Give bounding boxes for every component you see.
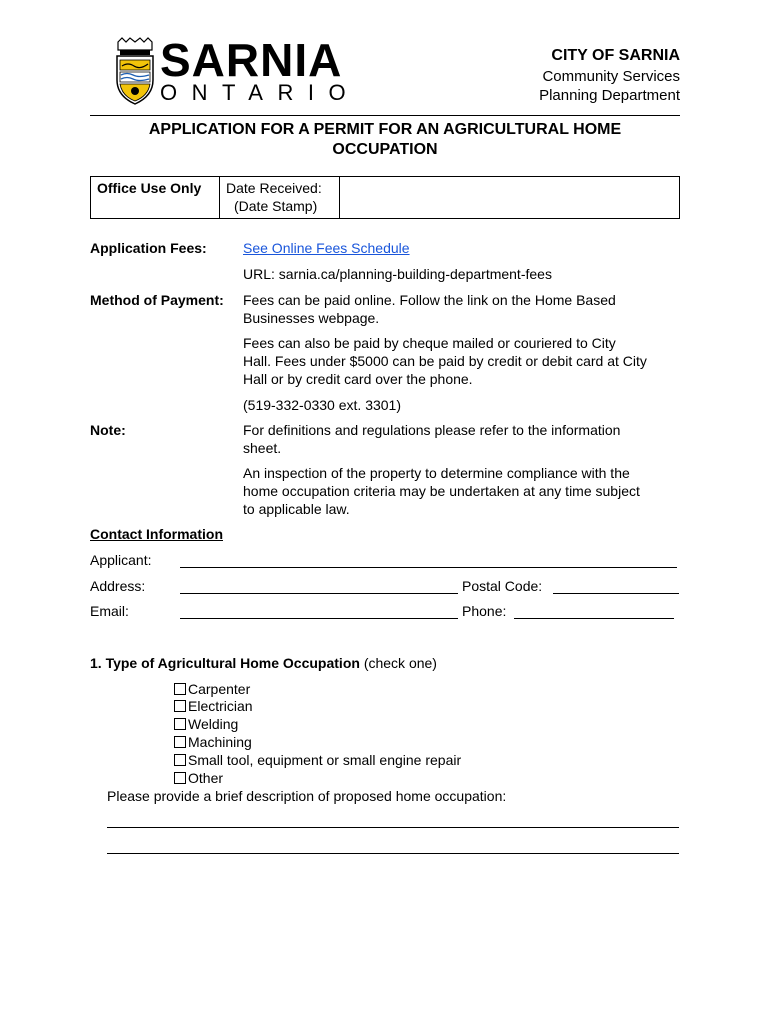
note-para-1 (243, 421, 683, 457)
sarnia-crest-logo (112, 36, 158, 106)
option-label: Carpenter (188, 681, 251, 697)
payment-para-1-line: Businesses webpage. (243, 310, 380, 326)
option-machining[interactable] (174, 733, 252, 751)
title-line-1: APPLICATION FOR A PERMIT FOR AN AGRICULTURAL HOME (148, 121, 622, 138)
address-label: Address: (90, 578, 146, 594)
postal-code-label: Postal Code: (462, 578, 543, 594)
note-para-2-line: An inspection of the property to determine compliance with the (243, 465, 630, 481)
note-para-1-line: sheet. (243, 440, 282, 456)
checkbox-icon[interactable] (174, 683, 186, 695)
checkbox-icon[interactable] (174, 700, 186, 712)
payment-para-2 (243, 334, 683, 388)
dept-line-1: Community Services (542, 68, 680, 85)
checkbox-icon[interactable] (174, 718, 186, 730)
payment-label: Method of Payment: (90, 292, 224, 308)
logo-subword: ONTARIO (160, 80, 361, 105)
date-stamp-box[interactable] (340, 177, 679, 218)
page-title (90, 120, 680, 160)
section-1-heading (90, 654, 437, 672)
checkbox-icon[interactable] (174, 772, 186, 784)
fees-url: URL: sarnia.ca/planning-building-department-fees (243, 266, 552, 282)
postal-code-field[interactable] (553, 593, 679, 594)
logo-wordmark: SARNIA (160, 34, 343, 86)
header-divider (90, 115, 680, 116)
option-label: Other (188, 770, 224, 786)
checkbox-icon[interactable] (174, 754, 186, 766)
office-use-cell: Office Use Only (91, 177, 220, 218)
checkbox-icon[interactable] (174, 736, 186, 748)
date-received-cell (220, 177, 340, 218)
fees-label: Application Fees: (90, 240, 207, 256)
note-para-1-line: For definitions and regulations please refer to the information (243, 422, 621, 438)
section-1-heading-rest: (check one) (359, 655, 437, 671)
option-electrician[interactable] (174, 697, 253, 715)
option-label: Machining (188, 734, 252, 750)
email-label: Email: (90, 603, 129, 619)
note-para-2-line: home occupation criteria may be undertaken at any time subject (243, 483, 640, 499)
org-name: CITY OF SARNIA (551, 47, 680, 64)
note-label: Note: (90, 422, 126, 438)
applicant-field[interactable] (180, 567, 677, 568)
option-carpenter[interactable] (174, 680, 250, 698)
dept-line-2: Planning Department (539, 87, 680, 104)
address-field[interactable] (180, 593, 458, 594)
contact-heading: Contact Information (90, 526, 223, 542)
payment-para-2-line: Hall. Fees under $5000 can be paid by credit or debit card at City (243, 353, 647, 369)
option-label: Electrician (188, 698, 253, 714)
phone-field[interactable] (514, 618, 674, 619)
fees-schedule-link[interactable]: See Online Fees Schedule (243, 240, 410, 256)
applicant-label: Applicant: (90, 552, 152, 568)
payment-para-2-line: Hall or by credit card over the phone. (243, 371, 473, 387)
option-small-tool-repair[interactable] (174, 751, 461, 769)
title-line-2: OCCUPATION (332, 141, 438, 158)
section-1-heading-bold: 1. Type of Agricultural Home Occupation (90, 655, 360, 671)
email-field[interactable] (180, 618, 458, 619)
payment-para-1 (243, 291, 683, 327)
option-welding[interactable] (174, 715, 238, 733)
note-para-2 (243, 464, 683, 518)
date-stamp-label: (Date Stamp) (234, 198, 318, 214)
date-received-label: Date Received: (226, 180, 322, 196)
option-label: Welding (188, 716, 239, 732)
office-use-table (90, 176, 680, 219)
payment-phone: (519-332-0330 ext. 3301) (243, 397, 401, 413)
description-line-1[interactable] (107, 827, 679, 828)
phone-label: Phone: (462, 603, 507, 619)
payment-para-2-line: Fees can also be paid by cheque mailed or couriered to City (243, 335, 616, 351)
description-line-2[interactable] (107, 853, 679, 854)
payment-para-1-line: Fees can be paid online. Follow the link on the Home Based (243, 292, 616, 308)
description-prompt: Please provide a brief description of proposed home occupation: (107, 788, 507, 804)
option-label: Small tool, equipment or small engine repair (188, 752, 462, 768)
option-other[interactable] (174, 769, 223, 787)
note-para-2-line: to applicable law. (243, 501, 350, 517)
